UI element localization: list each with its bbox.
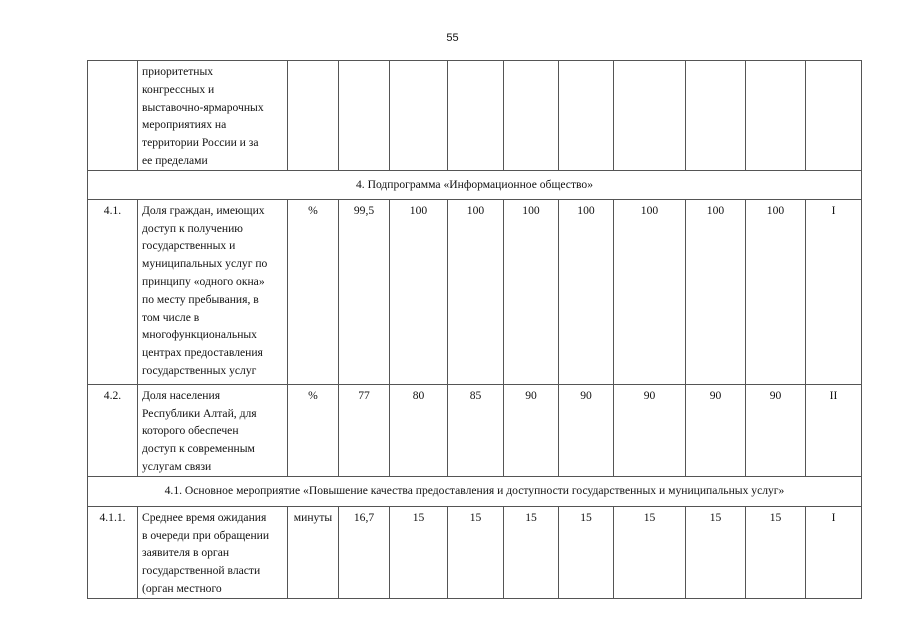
indicator-name-line: государственных и bbox=[142, 239, 236, 253]
value-cell: 15 bbox=[390, 506, 448, 598]
indicator-name-line: многофункциональных bbox=[142, 328, 257, 342]
indicator-name-line: муниципальных услуг по bbox=[142, 257, 268, 271]
indicator-name-line: государственных услуг bbox=[142, 363, 257, 377]
section-heading: 4. Подпрограмма «Информационное общество» bbox=[88, 170, 862, 199]
value-cell: 100 bbox=[448, 199, 504, 384]
value-cell: 100 bbox=[390, 199, 448, 384]
table-row bbox=[88, 384, 862, 476]
value-cell bbox=[339, 61, 390, 171]
unit-cell bbox=[288, 61, 339, 171]
indicator-name-line: Доля граждан, имеющих bbox=[142, 203, 265, 217]
indicator-name-line: приоритетных bbox=[142, 65, 214, 78]
value-cell bbox=[746, 61, 806, 171]
indicator-name-line: конгрессных и bbox=[142, 82, 215, 96]
value-cell: 15 bbox=[504, 506, 559, 598]
indicator-name-line: которого обеспечен bbox=[142, 424, 239, 438]
value-cell: 16,7 bbox=[339, 506, 390, 598]
indicator-name bbox=[138, 506, 288, 598]
value-cell bbox=[390, 61, 448, 171]
unit-cell: минуты bbox=[288, 506, 339, 598]
type-cell bbox=[806, 61, 862, 171]
value-cell: 90 bbox=[504, 384, 559, 476]
indicator-name-line: (орган местного bbox=[142, 581, 222, 595]
indicator-name-line: Среднее время ожидания bbox=[142, 510, 267, 524]
row-number: 4.1. bbox=[88, 199, 138, 384]
row-number: 4.1.1. bbox=[88, 506, 138, 598]
indicator-name-line: принципу «одного окна» bbox=[142, 274, 265, 288]
table-row bbox=[88, 506, 862, 598]
indicator-name-line: услугам связи bbox=[142, 459, 212, 473]
value-cell bbox=[504, 61, 559, 171]
indicator-name-line: центрах предоставления bbox=[142, 346, 263, 360]
type-cell: II bbox=[806, 384, 862, 476]
indicator-name bbox=[138, 384, 288, 476]
indicator-name-line: доступ к современным bbox=[142, 442, 255, 456]
value-cell: 90 bbox=[746, 384, 806, 476]
value-cell: 99,5 bbox=[339, 199, 390, 384]
indicator-name-line: мероприятиях на bbox=[142, 118, 227, 132]
value-cell: 15 bbox=[614, 506, 686, 598]
indicator-name-line: Доля населения bbox=[142, 388, 221, 402]
value-cell: 85 bbox=[448, 384, 504, 476]
indicator-name-line: Республики Алтай, для bbox=[142, 406, 257, 420]
unit-cell: % bbox=[288, 384, 339, 476]
value-cell: 100 bbox=[614, 199, 686, 384]
section-row bbox=[88, 170, 862, 199]
page-number: 55 bbox=[446, 32, 459, 44]
value-cell: 90 bbox=[559, 384, 614, 476]
indicator-name-line: ее пределами bbox=[142, 153, 208, 167]
row-number: 4.2. bbox=[88, 384, 138, 476]
value-cell: 100 bbox=[746, 199, 806, 384]
value-cell: 90 bbox=[614, 384, 686, 476]
value-cell: 100 bbox=[559, 199, 614, 384]
type-cell: I bbox=[806, 506, 862, 598]
type-cell: I bbox=[806, 199, 862, 384]
value-cell: 90 bbox=[686, 384, 746, 476]
indicator-name-line: доступ к получению bbox=[142, 221, 243, 235]
value-cell: 100 bbox=[504, 199, 559, 384]
indicator-name bbox=[138, 199, 288, 384]
value-cell: 80 bbox=[390, 384, 448, 476]
indicator-name-line: выставочно-ярмарочных bbox=[142, 100, 264, 114]
indicator-name-line: государственной власти bbox=[142, 564, 261, 578]
value-cell: 15 bbox=[559, 506, 614, 598]
indicator-name-line: по месту пребывания, в bbox=[142, 292, 259, 306]
section-heading: 4.1. Основное мероприятие «Повышение качества предоставления и доступности государственных и муниципальных услуг» bbox=[88, 476, 862, 506]
value-cell: 100 bbox=[686, 199, 746, 384]
value-cell: 15 bbox=[686, 506, 746, 598]
value-cell bbox=[614, 61, 686, 171]
table-row bbox=[88, 61, 862, 171]
value-cell: 15 bbox=[746, 506, 806, 598]
table-row bbox=[88, 199, 862, 384]
indicators-table bbox=[87, 60, 862, 599]
indicator-name-line: заявителя в орган bbox=[142, 546, 230, 560]
indicator-name-line: том числе в bbox=[142, 310, 200, 324]
value-cell bbox=[559, 61, 614, 171]
value-cell: 15 bbox=[448, 506, 504, 598]
row-number bbox=[88, 61, 138, 171]
indicator-name bbox=[138, 61, 288, 171]
indicator-name-line: в очереди при обращении bbox=[142, 528, 270, 542]
value-cell bbox=[448, 61, 504, 171]
indicator-name-line: территории России и за bbox=[142, 136, 259, 150]
section-row bbox=[88, 476, 862, 506]
unit-cell: % bbox=[288, 199, 339, 384]
value-cell: 77 bbox=[339, 384, 390, 476]
value-cell bbox=[686, 61, 746, 171]
